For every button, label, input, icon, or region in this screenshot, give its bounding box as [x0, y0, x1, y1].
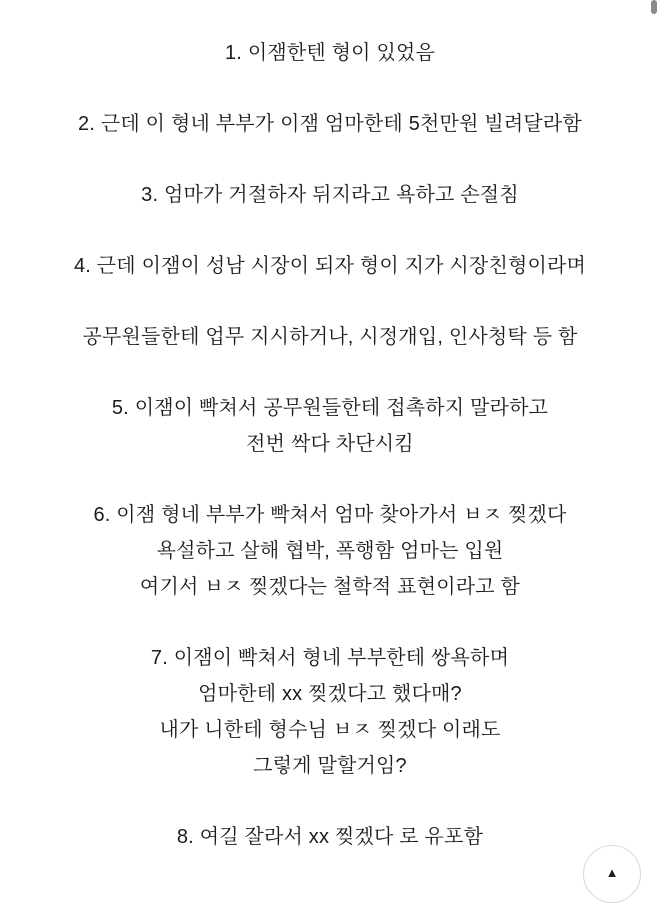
text-line: 공무원들한테 업무 지시하거나, 시정개입, 인사청탁 등 함 [82, 326, 578, 348]
text-line: 8. 여길 잘라서 xx 찢겠다 로 유포함 [176, 826, 484, 848]
text-line: 전번 싹다 차단시킴 [246, 433, 414, 455]
text-line: 여기서 ㅂㅈ 찢겠다는 철학적 표현이라고 함 [139, 576, 521, 598]
text-line: 욕설하고 살해 협박, 폭행함 엄마는 입원 [156, 540, 504, 562]
paragraph [0, 497, 660, 605]
paragraph [0, 390, 660, 462]
text-line: 5. 이잼이 빡쳐서 공무원들한테 접촉하지 말라하고 [111, 397, 549, 419]
text-line: 2. 근데 이 형네 부부가 이잼 엄마한테 5천만원 빌려달라함 [78, 113, 582, 135]
paragraph [0, 640, 660, 784]
paragraph [0, 248, 660, 284]
text-line: 4. 근데 이잼이 성남 시장이 되자 형이 지가 시장친형이라며 [73, 255, 587, 277]
paragraph [0, 819, 660, 855]
scrollbar-thumb[interactable] [651, 0, 657, 14]
text-line: 그렇게 말할거임? [253, 755, 407, 777]
text-line: 1. 이잼한텐 형이 있었음 [224, 42, 436, 64]
paragraph [0, 35, 660, 71]
text-line: 엄마한테 xx 찢겠다고 했다매? [198, 683, 462, 705]
text-line: 7. 이잼이 빡쳐서 형네 부부한테 쌍욕하며 [150, 647, 510, 669]
text-line: 3. 엄마가 거절하자 뒤지라고 욕하고 손절침 [141, 184, 519, 206]
text-line: 6. 이잼 형네 부부가 빡쳐서 엄마 찾아가서 ㅂㅈ 찢겠다 [93, 504, 567, 526]
paragraph [0, 177, 660, 213]
paragraph [0, 319, 660, 355]
arrow-up-icon: ▲ [605, 864, 619, 880]
paragraph [0, 106, 660, 142]
text-line: 내가 니한테 형수님 ㅂㅈ 찢겠다 이래도 [159, 719, 501, 741]
scroll-to-top-button[interactable] [583, 845, 641, 903]
